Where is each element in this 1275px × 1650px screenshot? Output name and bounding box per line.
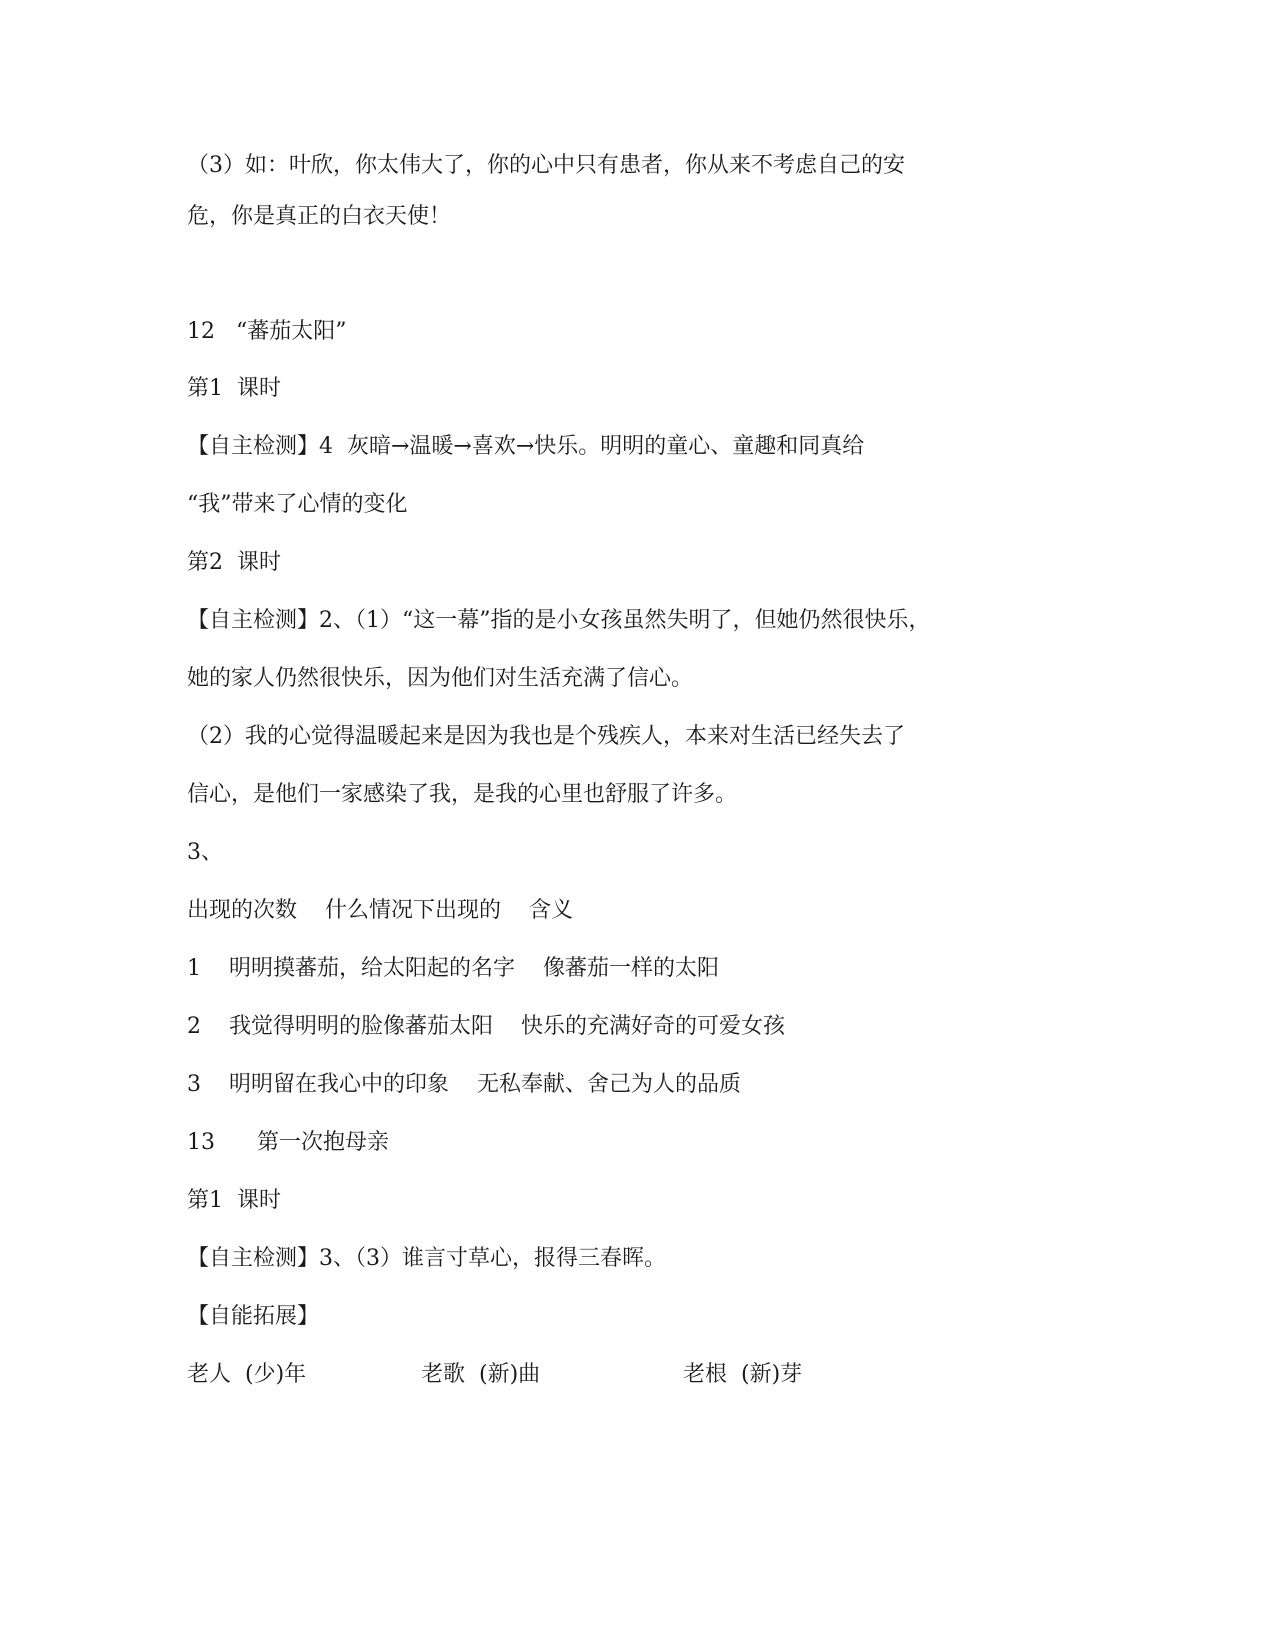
answer-line: 危，你是真正的白衣天使！	[187, 204, 452, 229]
table-row: 2 我觉得明明的脸像蕃茄太阳 快乐的充满好奇的可爱女孩	[187, 1014, 785, 1039]
answer-line: 她的家人仍然很快乐，因为他们对生活充满了信心。	[187, 666, 694, 691]
answer-line: （2）我的心觉得温暖起来是因为我也是个残疾人，本来对生活已经失去了	[187, 724, 905, 749]
period-label: 第1 课时	[187, 1188, 281, 1213]
answer-line: 【自主检测】4 灰暗→温暖→喜欢→快乐。明明的童心、童趣和同真给	[187, 434, 865, 459]
answer-line: 3、	[187, 840, 223, 865]
lesson-heading: 12 “蕃茄太阳”	[187, 319, 347, 344]
table-header-row: 出现的次数 什么情况下出现的 含义	[187, 898, 573, 923]
vocab-item: 老歌 (新)曲	[421, 1362, 541, 1387]
table-row: 3 明明留在我心中的印象 无私奉献、舍己为人的品质	[187, 1072, 741, 1097]
vocab-item: 老人 (少)年	[187, 1362, 307, 1387]
period-label: 第1 课时	[187, 376, 281, 401]
period-label: 第2 课时	[187, 550, 281, 575]
section-label: 【自能拓展】	[187, 1304, 320, 1329]
answer-line: “我”带来了心情的变化	[187, 492, 408, 517]
vocab-item: 老根 (新)芽	[683, 1362, 803, 1387]
answer-line: 【自主检测】3、（3）谁言寸草心，报得三春晖。	[187, 1246, 666, 1271]
lesson-heading: 13 第一次抱母亲	[187, 1130, 389, 1155]
table-row: 1 明明摸蕃茄，给太阳起的名字 像蕃茄一样的太阳	[187, 956, 719, 981]
answer-line: 信心，是他们一家感染了我，是我的心里也舒服了许多。	[187, 782, 738, 807]
answer-line: （3）如：叶欣，你太伟大了，你的心中只有患者，你从来不考虑自己的安	[187, 153, 905, 178]
answer-line: 【自主检测】2、（1）“这一幕”指的是小女孩虽然失明了，但她仍然很快乐，	[187, 608, 931, 633]
